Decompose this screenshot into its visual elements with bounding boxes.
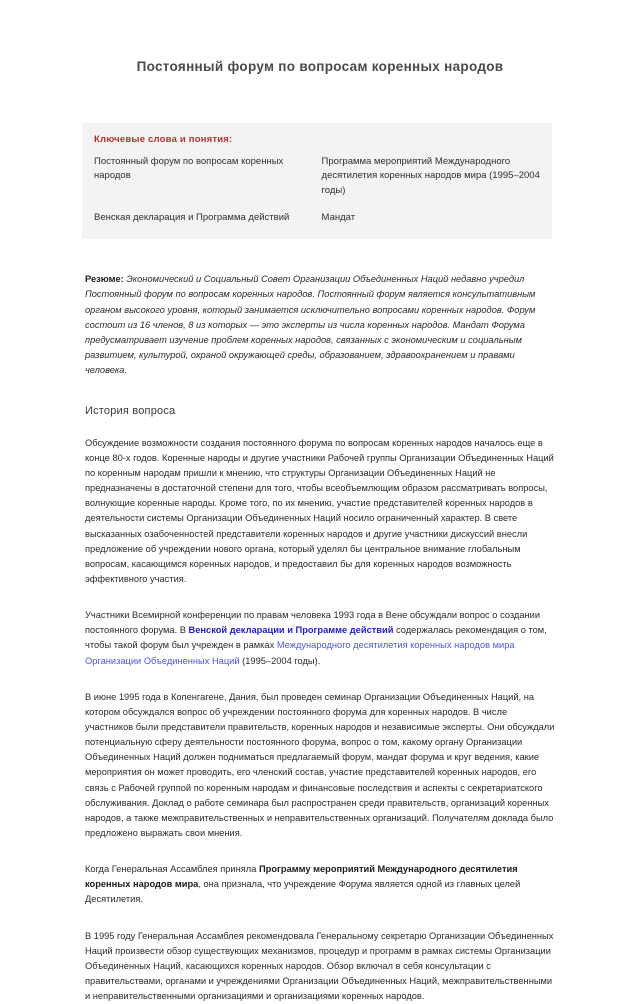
paragraph-text-segment: содержалась рекомендация о том, чтобы такой форум был учрежден в рамках bbox=[85, 625, 547, 651]
history-paragraph-3: В июне 1995 года в Копенгагене, Дания, был проведен семинар Организации Объединенных Наций, на котором обсуждался вопрос об учреждении постоянного форума для коренных народов. В числе участников были представители правительств, коренных народов и независимые эксперты. Они обсуждали потенциальную сферу деятельности постоянного форума, вопрос о том, какому органу Организации Объединенных Наций должен подниматься предлагаемый форум, мандат форума и круг ведения, какие мероприятия он может проводить, его членский состав, участие представителей коренных народов, его связь с Рабочей группой по коренным народам и финансовые последствия и аспекты с секретариатского обслуживания. Доклад о работе семинара был распространен среди правительств, организаций коренных народов, а также межправительственных и неправительственных организаций. Получателям доклада было предложено выражать свои мнения. bbox=[85, 691, 555, 838]
history-paragraph-5: В 1995 году Генеральная Ассамблея рекомендовала Генеральному секретарю Организации Объединенных Наций произвести обзор существующих механизмов, процедур и программ в рамках системы Организации Объединенных Наций, касающихся коренных народов. Обзор включал в себя консультации с правительствами, органами и учреждениями Организации Объединенных Наций, межправительственными и неправительственными организациями и организациями коренных народов. bbox=[85, 930, 554, 1002]
keywords-table bbox=[92, 155, 542, 228]
programme-of-activities-emphasis: Программу мероприятий Международного десятилетия коренных народов мира bbox=[85, 864, 518, 890]
section-heading-history: История вопроса bbox=[85, 404, 176, 417]
table-row bbox=[92, 211, 542, 228]
abstract-text: Экономический и Социальный Совет Организации Объединенных Наций недавно учредил Постоянный форум по вопросам коренных народов. Постоянный форум является консультативным органом высокого уровня, который занимается исключительно вопросами коренных народов. Форум состоит из 16 членов, 8 из которых — это эксперты из числа коренных народов. Мандат Форума предусматривает изучение проблем коренных народов, связанных с экономическим и социальным развитием, культурой, охраной окружающей среды, образованием, здравоохранением и правами человека. bbox=[85, 274, 536, 375]
link-international-decade[interactable]: Международного десятилетия коренных народов мира Организации Объединенных Наций bbox=[85, 640, 515, 666]
table-row bbox=[92, 155, 542, 211]
page-title: Постоянный форум по вопросам коренных народов bbox=[136, 59, 504, 74]
link-vienna-declaration[interactable]: Венской декларации и Программе действий bbox=[188, 625, 394, 636]
keyword-cell: Венская декларация и Программа действий bbox=[94, 211, 290, 223]
paragraph-text-segment: Когда Генеральная Ассамблея приняла bbox=[85, 864, 259, 875]
keyword-cell: Постоянный форум по вопросам коренных народов bbox=[94, 155, 284, 182]
keywords-heading: Ключевые слова и понятия: bbox=[94, 133, 233, 145]
abstract-paragraph bbox=[85, 272, 555, 377]
paragraph-text-segment: Участники Всемирной конференции по правам человека 1993 года в Вене обсуждали вопрос о создании постоянного форума. В bbox=[85, 610, 541, 636]
history-paragraph-2 bbox=[85, 608, 555, 669]
history-paragraph-1: Обсуждение возможности создания постоянного форума по вопросам коренных народов началось еще в конце 80-х годов. Коренные народы и другие участники Рабочей группы Организации Объединенных Наций по коренным народам пришли к мнению, что структуры Организации Объединенных Наций не предназначены в достаточной степени для того, чтобы всеобъемлющим образом рассматривать вопросы, волнующие коренные народы. Кроме того, по их мнению, участие представителей коренных народов в деятельности системы Организации Объединенных Наций носило ограниченный характер. В свете высказанных озабоченностей представители коренных народов и другие участники дискуссий внесли предложение об учреждении нового органа, который уделял бы центральное внимание глобальным вопросам, касающимся коренных народов, и предоставил бы для коренных народов возможность эффективного участия. bbox=[85, 437, 554, 585]
keyword-cell: Мандат bbox=[321, 211, 356, 223]
keywords-panel bbox=[82, 123, 552, 240]
abstract-label: Резюме: bbox=[85, 274, 124, 285]
paragraph-text-segment: (1995–2004 годы). bbox=[239, 655, 321, 666]
keyword-cell: Программа мероприятий Международного десятилетия коренных народов мира (1995–2004 годы) bbox=[321, 155, 540, 196]
history-paragraph-4 bbox=[85, 862, 555, 907]
paragraph-text-segment: , она признала, что учреждение Форума является одной из главных целей Десятилетия. bbox=[85, 879, 521, 905]
